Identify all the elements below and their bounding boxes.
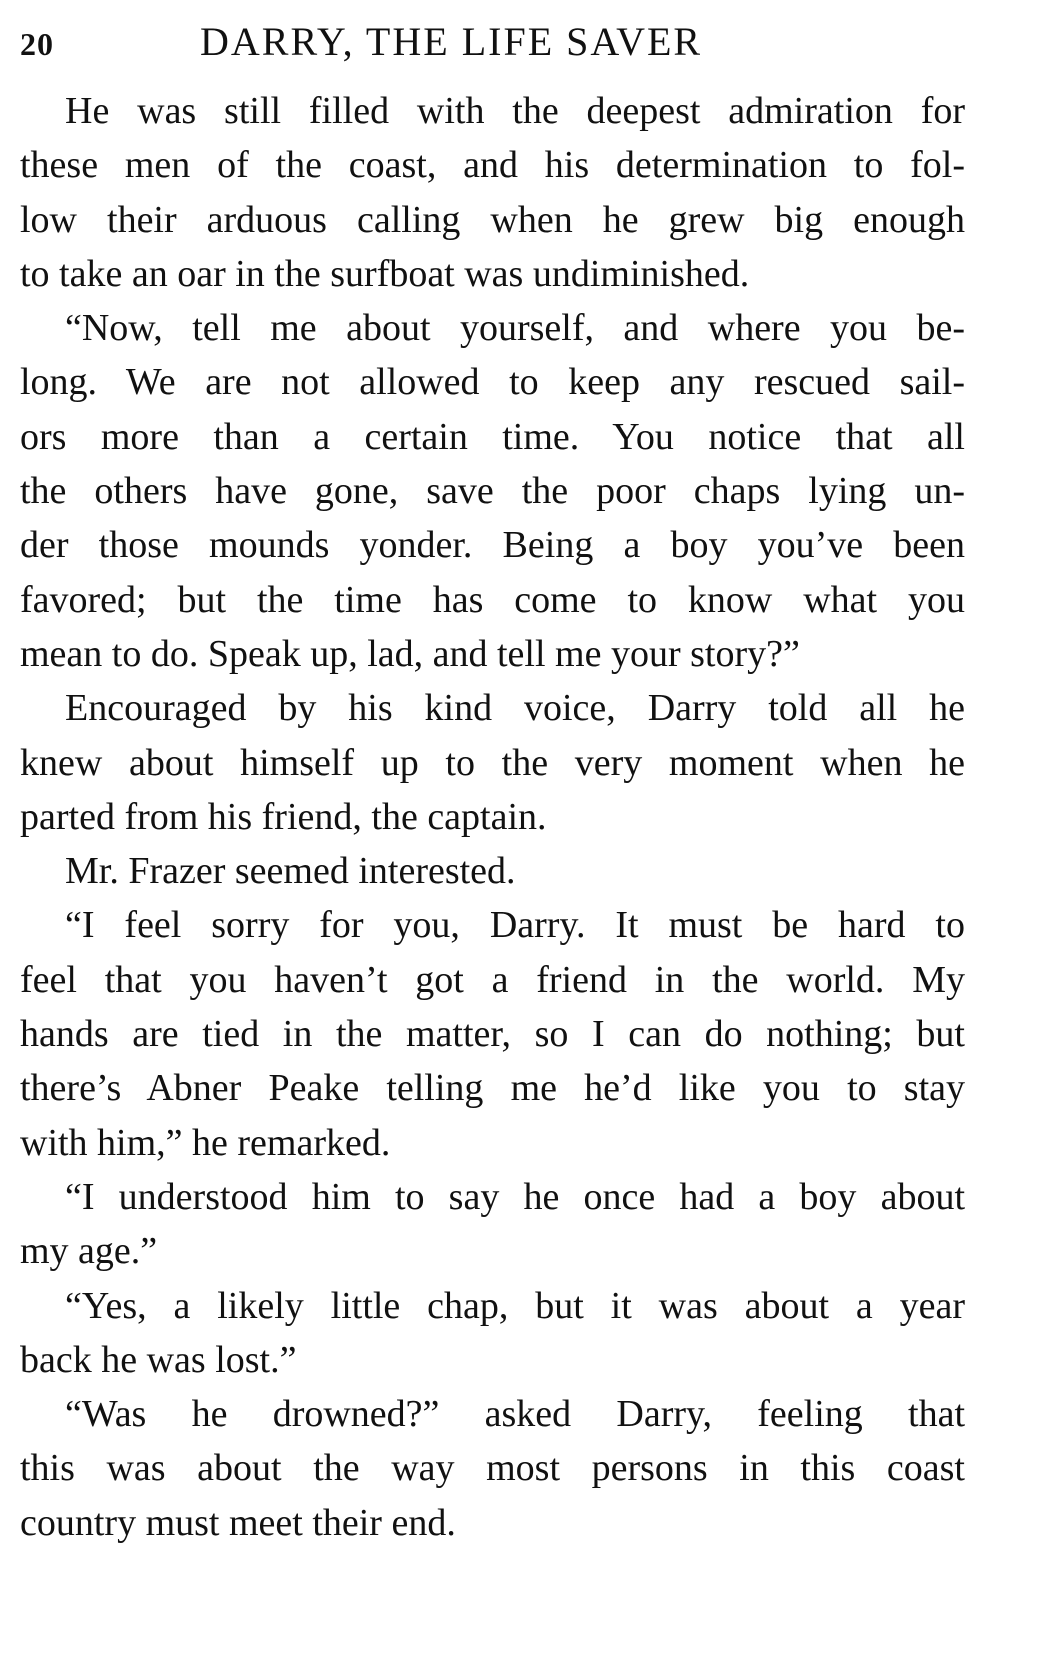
page-number: 20 [20, 26, 54, 62]
text-line: “Now, tell me about yourself, and where you be- [65, 307, 965, 350]
text-line: this was about the way most persons in this coast [20, 1447, 965, 1490]
text-line: Encouraged by his kind voice, Darry told all he [65, 687, 965, 730]
text-line: low their arduous calling when he grew big enough [20, 198, 965, 241]
text-line: ors more than a certain time. You notice that all [20, 415, 965, 458]
text-line: “Yes, a likely little chap, but it was about a year [65, 1284, 965, 1327]
text-line: favored; but the time has come to know what you [20, 578, 965, 621]
text-line: with him,” he remarked. [20, 1121, 391, 1164]
text-line: hands are tied in the matter, so I can do nothing; but [20, 1013, 965, 1056]
text-line: my age.” [20, 1230, 158, 1273]
text-line: the others have gone, save the poor chaps lying un- [20, 470, 965, 513]
text-line: He was still filled with the deepest admiration for [65, 90, 965, 132]
text-line: mean to do. Speak up, lad, and tell me your story?” [20, 632, 800, 675]
text-line: long. We are not allowed to keep any rescued sail- [20, 361, 965, 404]
text-line: knew about himself up to the very moment when he [20, 741, 965, 784]
text-line: these men of the coast, and his determination to fol- [20, 144, 965, 187]
text-line: “Was he drowned?” asked Darry, feeling that [65, 1393, 965, 1436]
text-line: der those mounds yonder. Being a boy you’ve been [20, 524, 965, 567]
text-line: Mr. Frazer seemed interested. [65, 850, 516, 893]
text-line: parted from his friend, the captain. [20, 795, 547, 838]
text-line: there’s Abner Peake telling me he’d like you to stay [20, 1067, 965, 1110]
running-title: DARRY, THE LIFE SAVER [200, 19, 703, 64]
text-line: to take an oar in the surfboat was undiminished. [20, 252, 750, 295]
text-line: country must meet their end. [20, 1501, 456, 1544]
running-head [20, 18, 980, 68]
text-line: back he was lost.” [20, 1338, 297, 1381]
text-line: “I understood him to say he once had a boy about [65, 1175, 965, 1218]
body-text [20, 84, 965, 1550]
text-line: feel that you haven’t got a friend in the world. My [20, 958, 965, 1001]
text-line: “I feel sorry for you, Darry. It must be hard to [65, 904, 965, 947]
